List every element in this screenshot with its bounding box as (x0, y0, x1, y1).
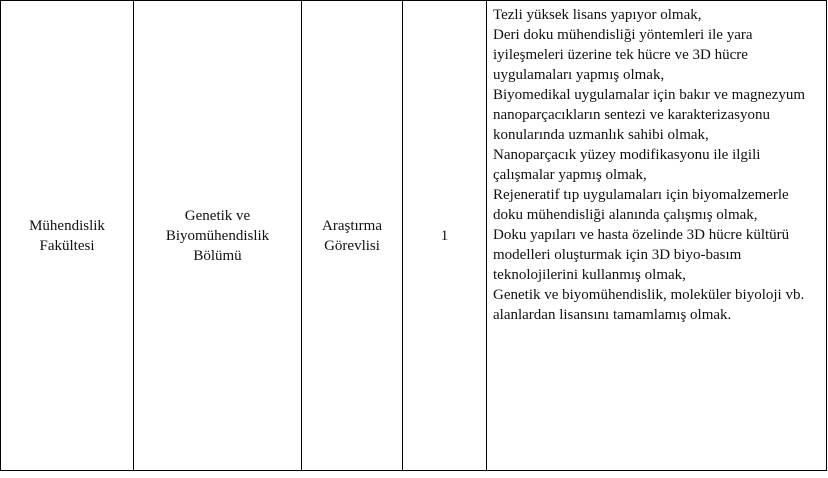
requirement-line: Nanoparçacık yüzey modifikasyonu ile ilgili çalışmalar yapmış olmak, (493, 147, 761, 183)
requirements-list (493, 5, 820, 325)
requirement-line: Deri doku mühendisliği yöntemleri ile yara iyileşmeleri üzerine tek hücre ve 3D hücre uygulamaları yapmış olmak, (493, 27, 753, 83)
requirement-line: Doku yapıları ve hasta özelinde 3D hücre kültürü modelleri oluşturmak için 3D biyo-basım teknolojilerini kullanmış olmak, (493, 227, 790, 283)
requirement-line: Biyomedikal uygulamalar için bakır ve magnezyum nanoparçacıkların sentezi ve karakterizasyonu konularında uzmanlık sahibi olmak, (493, 87, 805, 143)
department-text: Genetik ve Biyomühendislik Bölümü (165, 207, 270, 264)
requirement-line: Genetik ve biyomühendislik, moleküler biyoloji vb. alanlardan lisansını tamamlamış olmak. (493, 287, 805, 323)
position-cell (302, 1, 403, 471)
position-text: Araştırma Görevlisi (322, 217, 382, 254)
department-cell (134, 1, 302, 471)
faculty-text: Mühendislik Fakültesi (29, 217, 105, 254)
requirement-line: Tezli yüksek lisans yapıyor olmak, (493, 7, 702, 23)
count-cell (403, 1, 487, 471)
requirement-line: Rejeneratif tıp uygulamaları için biyomalzemerle doku mühendisliği alanında çalışmış olmak, (493, 187, 789, 223)
table-row (1, 1, 827, 471)
faculty-cell (1, 1, 134, 471)
requirements-cell (487, 1, 827, 471)
count-text: 1 (440, 227, 449, 244)
